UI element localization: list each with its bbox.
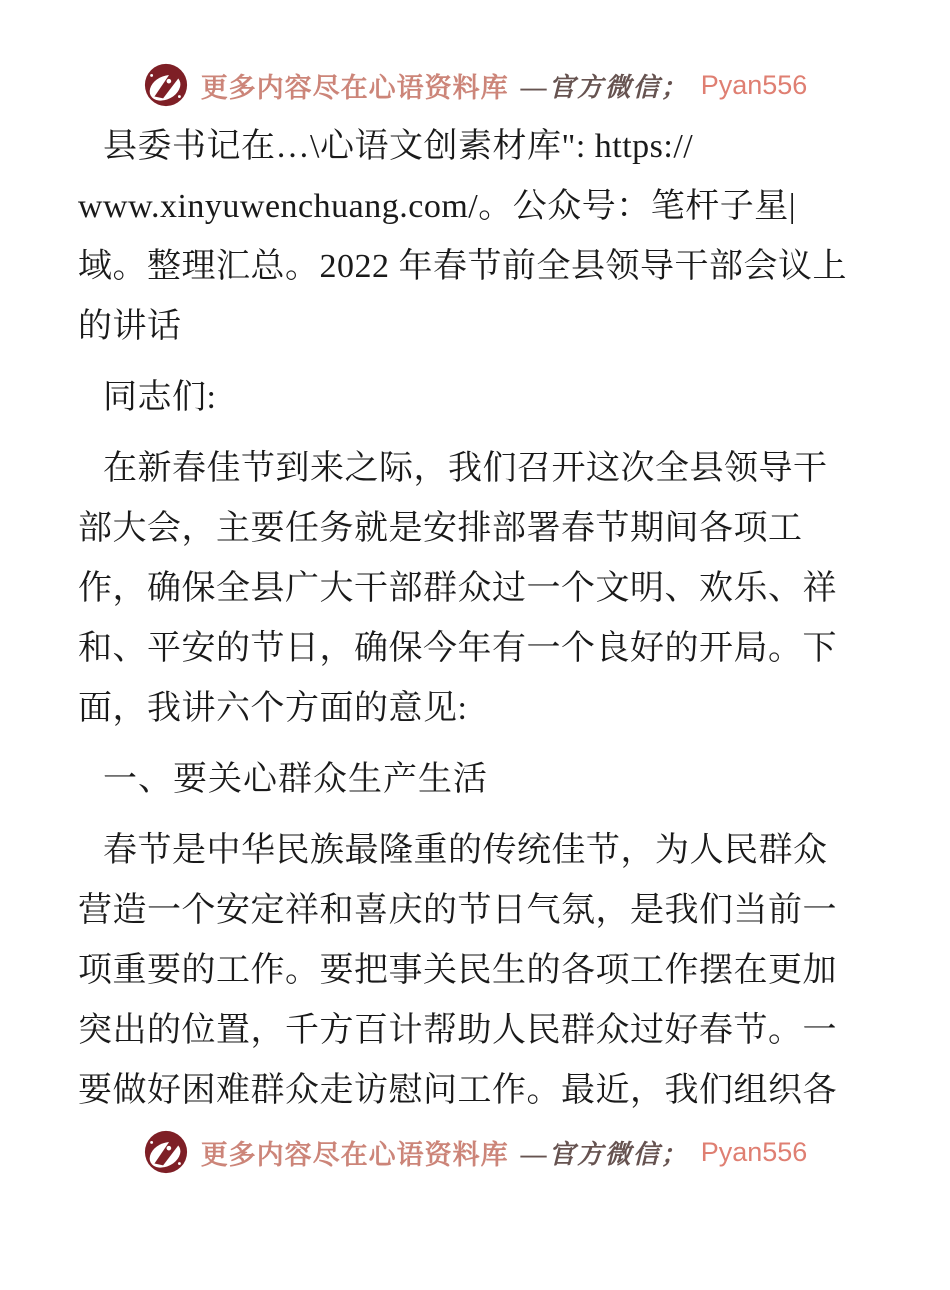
watermark-site-text: 更多内容尽在心语资料库: [200, 1139, 509, 1170]
text-line: 县委书记在…\心语文创素材库": https://: [103, 128, 694, 165]
paragraph: [78, 368, 872, 428]
paragraph: [78, 439, 872, 739]
watermark-wechat-label: —官方微信；: [520, 72, 689, 102]
header-watermark: [0, 60, 950, 110]
text-line: 春节是中华民族最隆重的传统佳节，为人民群众: [103, 832, 828, 869]
footer-watermark: [0, 1127, 950, 1177]
text-line: 部大会，主要任务就是安排部署春节期间各项工: [78, 510, 803, 547]
watermark-wechat-id: Pyan556: [700, 69, 808, 100]
document-body: [0, 117, 950, 1121]
text-line: 的讲话: [78, 308, 182, 345]
paragraph: [78, 117, 872, 357]
watermark-site-text: 更多内容尽在心语资料库: [200, 72, 509, 103]
text-line: www.xinyuwenchuang.com/。公众号：笔杆子星|: [78, 188, 797, 225]
text-line: 面，我讲六个方面的意见:: [78, 690, 468, 727]
text-line: 作，确保全县广大干部群众过一个文明、欢乐、祥: [78, 570, 837, 607]
text-line: 要做好困难群众走访慰问工作。最近，我们组织各: [78, 1072, 837, 1109]
text-line: 突出的位置，千方百计帮助人民群众过好春节。一: [78, 1012, 837, 1049]
text-line: 在新春佳节到来之际，我们召开这次全县领导干: [103, 450, 828, 487]
text-line: 和、平安的节日，确保今年有一个良好的开局。下: [78, 630, 837, 667]
text-line: 营造一个安定祥和喜庆的节日气氛，是我们当前一: [78, 892, 837, 929]
text-line: 项重要的工作。要把事关民生的各项工作摆在更加: [78, 952, 837, 989]
pen-circle-logo-icon: [143, 1129, 189, 1175]
text-line: 域。整理汇总。2022 年春节前全县领导干部会议上: [78, 248, 847, 285]
pen-circle-logo-icon: [143, 62, 189, 108]
watermark-wechat-id: Pyan556: [700, 1136, 808, 1167]
watermark-wechat-label: —官方微信；: [520, 1139, 689, 1169]
section-heading: [78, 750, 872, 810]
paragraph: [78, 821, 872, 1121]
text-line: 同志们:: [103, 379, 217, 416]
text-line: 一、要关心群众生产生活: [103, 761, 488, 798]
